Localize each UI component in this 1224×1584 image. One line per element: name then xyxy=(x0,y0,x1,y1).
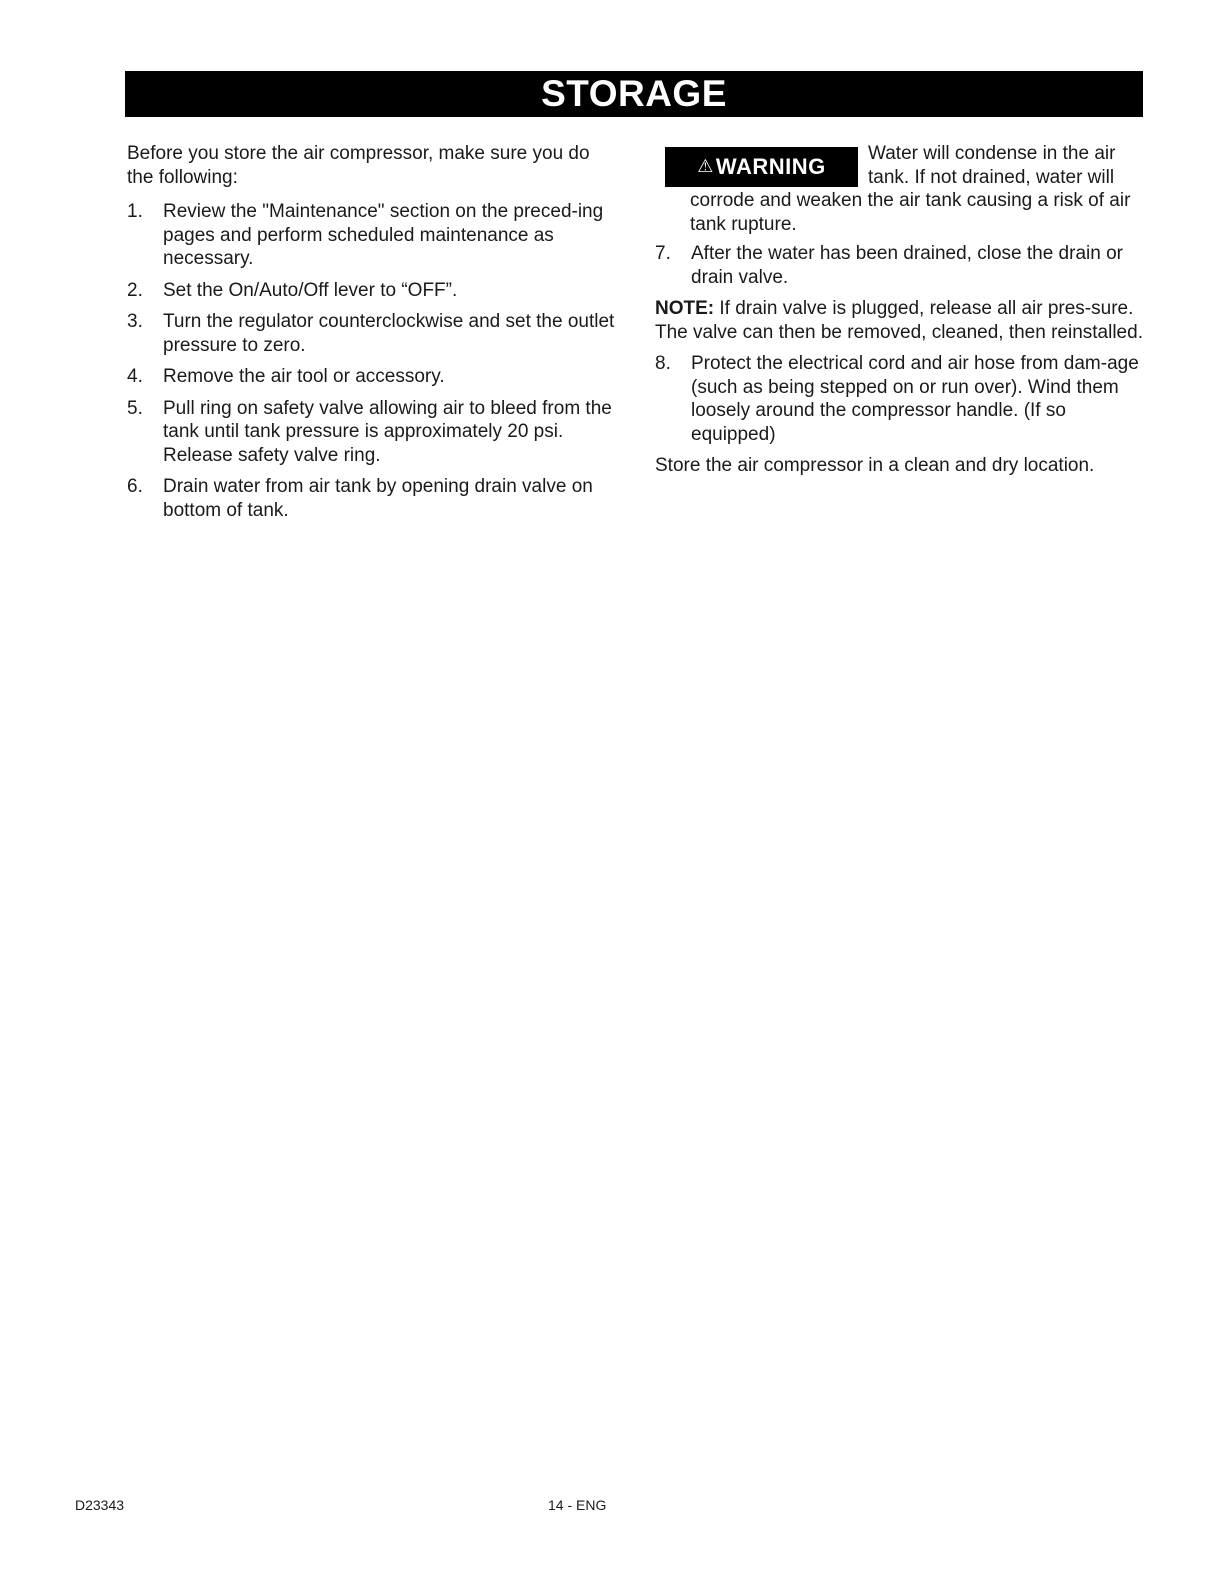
document-id: D23343 xyxy=(75,1497,125,1513)
step-text: Protect the electrical cord and air hose from dam-age (such as being stepped on or run over). Wind them loosely around the compressor handle. (If so equipped) xyxy=(691,353,1139,445)
right-column xyxy=(655,142,1147,478)
list-item xyxy=(127,365,617,389)
note-paragraph xyxy=(655,297,1147,344)
step-number: 5. xyxy=(127,397,143,419)
step-number: 7. xyxy=(655,243,671,264)
section-title: STORAGE xyxy=(125,71,1143,117)
step-text: Remove the air tool or accessory. xyxy=(163,366,445,387)
intro-text: Before you store the air compressor, make sure you do the following: xyxy=(127,143,590,188)
note-label: NOTE: xyxy=(655,298,715,319)
step-text: Set the On/Auto/Off lever to “OFF”. xyxy=(163,279,458,301)
storage-steps-list-continued xyxy=(655,242,1147,289)
list-item xyxy=(127,279,617,303)
step-number: 1. xyxy=(127,201,143,222)
step-text: Turn the regulator counterclockwise and set the outlet pressure to zero. xyxy=(163,311,615,356)
list-item xyxy=(127,397,617,468)
warning-badge xyxy=(665,147,858,187)
warning-triangle-icon: ⚠ xyxy=(697,156,714,177)
list-item xyxy=(127,310,617,357)
list-item xyxy=(655,352,1147,446)
closing-text: Store the air compressor in a clean and dry location. xyxy=(655,455,1095,476)
warning-label: WARNING xyxy=(715,154,826,180)
step-number: 6. xyxy=(127,476,143,497)
note-text: If drain valve is plugged, release all air pres-sure. The valve can then be removed, cleaned, then reinstalled. xyxy=(655,298,1143,343)
step-number: 4. xyxy=(127,366,143,387)
warning-block xyxy=(655,142,1147,236)
step-text: Drain water from air tank by opening drain valve on bottom of tank. xyxy=(163,476,593,521)
step-number: 2. xyxy=(127,279,143,301)
list-item xyxy=(655,242,1147,289)
list-item xyxy=(127,200,617,271)
step-number: 8. xyxy=(655,353,671,374)
step-text: After the water has been drained, close the drain or drain valve. xyxy=(691,243,1123,288)
storage-steps-list-final xyxy=(655,352,1147,446)
step-text: Review the "Maintenance" section on the preced-ing pages and perform scheduled maintenance as necessary. xyxy=(163,201,604,269)
list-item xyxy=(127,475,617,522)
page-number: 14 - ENG xyxy=(548,1497,607,1513)
step-number: 3. xyxy=(127,311,143,332)
step-text: Pull ring on safety valve allowing air to bleed from the tank until tank pressure is approximately 20 psi. Release safety valve ring. xyxy=(163,397,612,466)
left-column xyxy=(127,142,617,530)
warning-text: Water will condense in the air tank. If not drained, water will corrode and weaken the air tank causing a risk of air tank rupture. xyxy=(690,143,1131,235)
storage-steps-list xyxy=(127,200,617,522)
